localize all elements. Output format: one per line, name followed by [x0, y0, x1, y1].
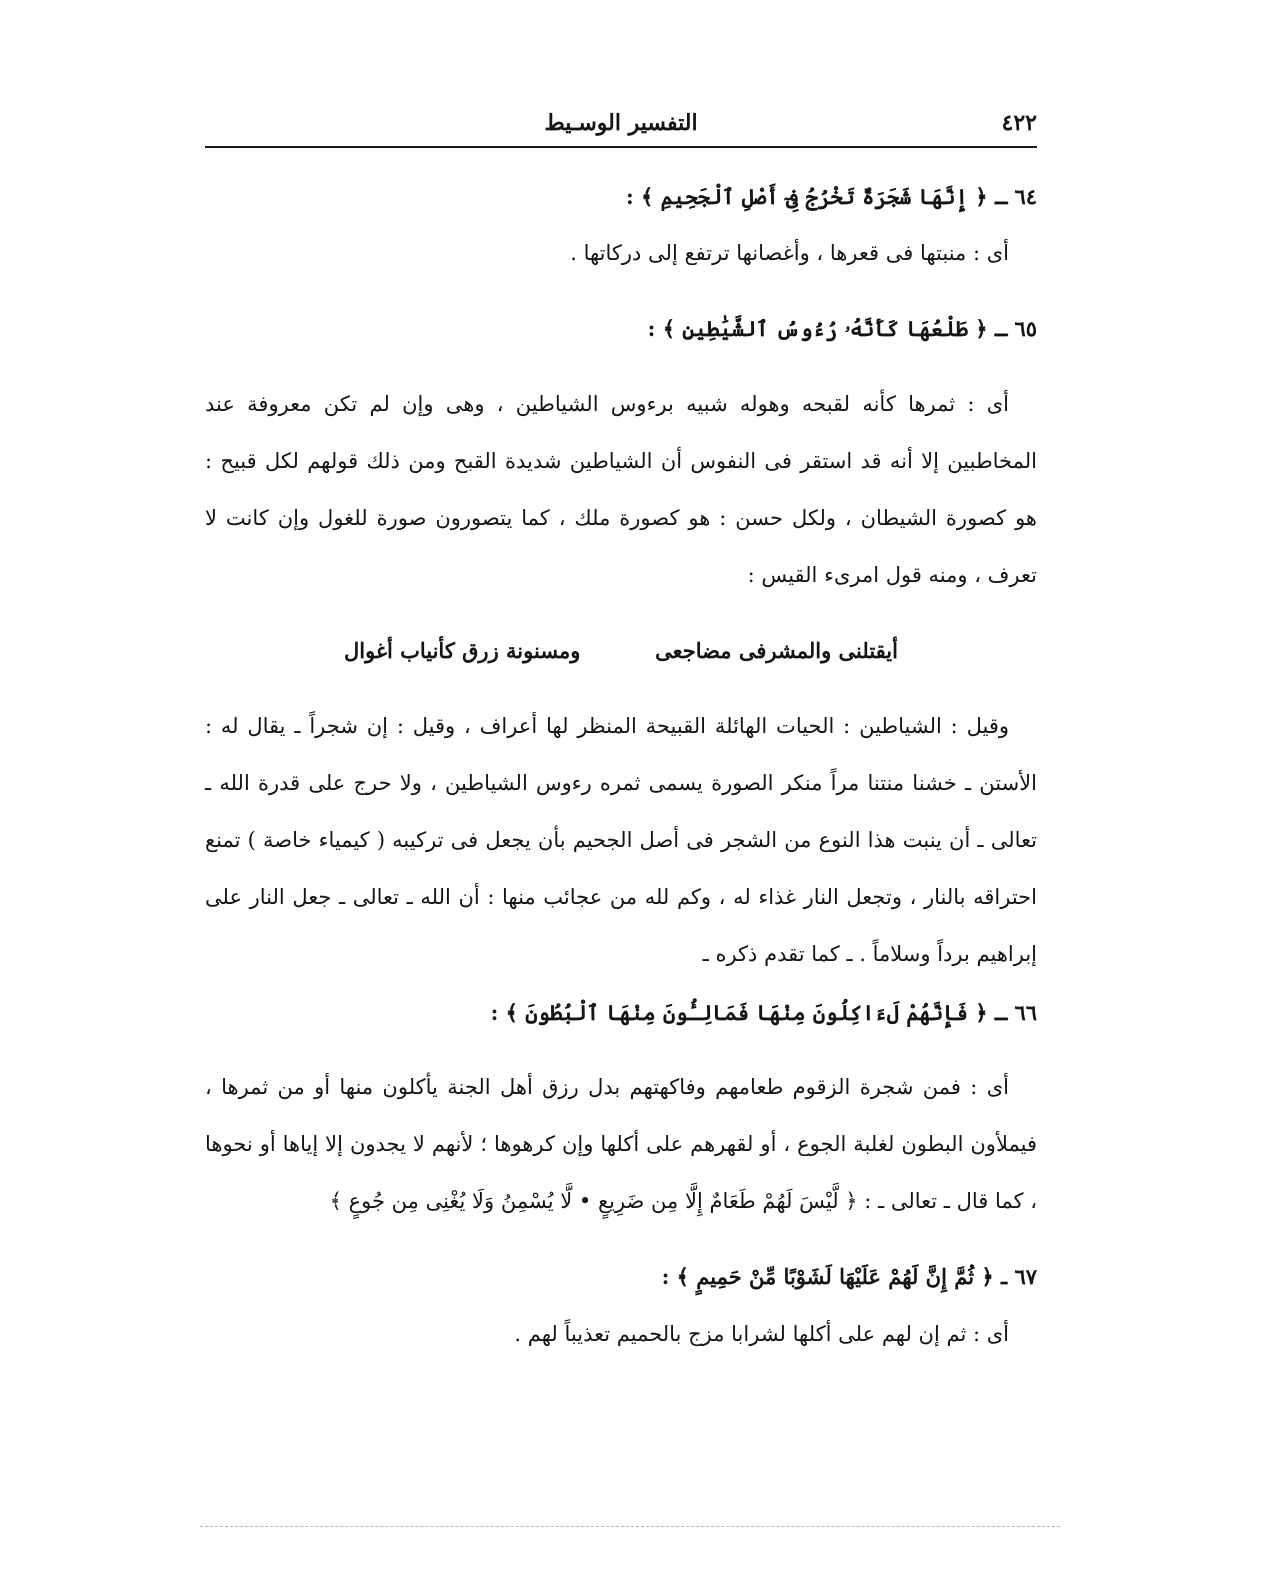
verse-66: ٦٦ ـ ﴿ فَإِنَّهُمْ لَءَاكِلُونَ مِنْهَا فَمَالِـُٔونَ مِنْهَا ٱلْبُطُونَ ﴾ :: [490, 999, 1037, 1025]
commentary-64: أى : منبتها فى قعرها ، وأغصانها ترتفع إلى دركاتها .: [570, 241, 1009, 266]
poem-verse: [205, 622, 1037, 679]
spacer: [205, 1230, 1037, 1248]
commentary-65-continued: وقيل : الشياطين : الحيات الهائلة القبيحة المنظر لها أعراف ، وقيل : إن شجراً ـ يقال له : الأستن ـ خشنا منتنا مراً منكر الصورة يسمى ثمره رءوس الشياطين ، ولا حرج على قدرة الله ـ تعالى ـ أن ينبت هذا النوع من الشجر فى أصل الجحيم بأن يجعل فى تركيبه ( كيمياء خاصة ) تمنع احتراقه بالنار ، وتجعل النار غذاء له ، وكم لله من عجائب منها : أن الله ـ تعالى ـ جعل النار على إبراهيم برداً وسلاماً . ـ كما تقدم ذكره ـ: [205, 713, 1037, 967]
bottom-scan-edge: [200, 1526, 1060, 1527]
commentary-65: أى : ثمرها كأنه لقبحه وهوله شبيه برءوس الشياطين ، وهى وإن لم تكن معروفة عند المخاطبين إلا أنه قد استقر فى النفوس أن الشياطين شديدة القبح ومن ذلك قولهم لكل قبيح : هو كصورة الشيطان ، ولكل حسن : هو كصورة ملك ، كما يتصورون صورة للغول وإن كانت لا تعرف ، ومنه قول امرىء القيس :: [205, 391, 1037, 588]
commentary-67: أى : ثم إن لهم على أكلها لشرابا مزج بالحميم تعذيباً لهم .: [514, 1321, 1009, 1346]
verse-67: ٦٧ ـ ﴿ ثُمَّ إِنَّ لَهُمْ عَلَيْهَا لَشَوْبًا مِّنْ حَمِيمٍ ﴾ :: [661, 1264, 1037, 1290]
page-body: [205, 168, 1037, 1498]
commentary-66: أى : فمن شجرة الزقوم طعامهم وفاكهتهم بدل رزق أهل الجنة يأكلون منها أو من ثمرها ، فيملأون البطون لغلبة الجوع ، أو لقهرهم على أكلها وإن كرهوها ؛ لأنهم لا يجدون إلا إياها أو نحوها ، كما قال ـ تعالى ـ : ﴿ لَّيْسَ لَهُمْ طَعَامٌ إِلَّا مِن ضَرِيعٍ • لَّا يُسْمِنُ وَلَا يُغْنِى مِن جُوعٍ ﴾: [205, 1074, 1037, 1214]
page-number: ٤٢٢: [1001, 110, 1037, 136]
page-header: [205, 106, 1037, 148]
poem-left-hemistich: ومسنونة زرق كأنياب أغوال: [344, 638, 581, 664]
header-rule: [205, 146, 1037, 148]
spacer: [205, 282, 1037, 300]
spacer: [205, 680, 1037, 698]
verse-64: ٦٤ ـ ﴿ إِنَّهَا شَجَرَةٌ تَخْرُجُ فِىٓ أَصْلِ ٱلْجَحِيمِ ﴾ :: [625, 184, 1037, 209]
running-title: التفسير الوسـيط: [544, 110, 698, 136]
poem-right-hemistich: أيقتلنى والمشرفى مضاجعى: [655, 638, 898, 664]
spacer: [205, 1041, 1037, 1059]
spacer: [205, 604, 1037, 622]
spacer: [205, 358, 1037, 376]
verse-65: ٦٥ ـ ﴿ طَلْعُهَا كَأَنَّهُۥ رُءُوسُ ٱلشَّيَٰطِينِ ﴾ :: [647, 316, 1037, 342]
